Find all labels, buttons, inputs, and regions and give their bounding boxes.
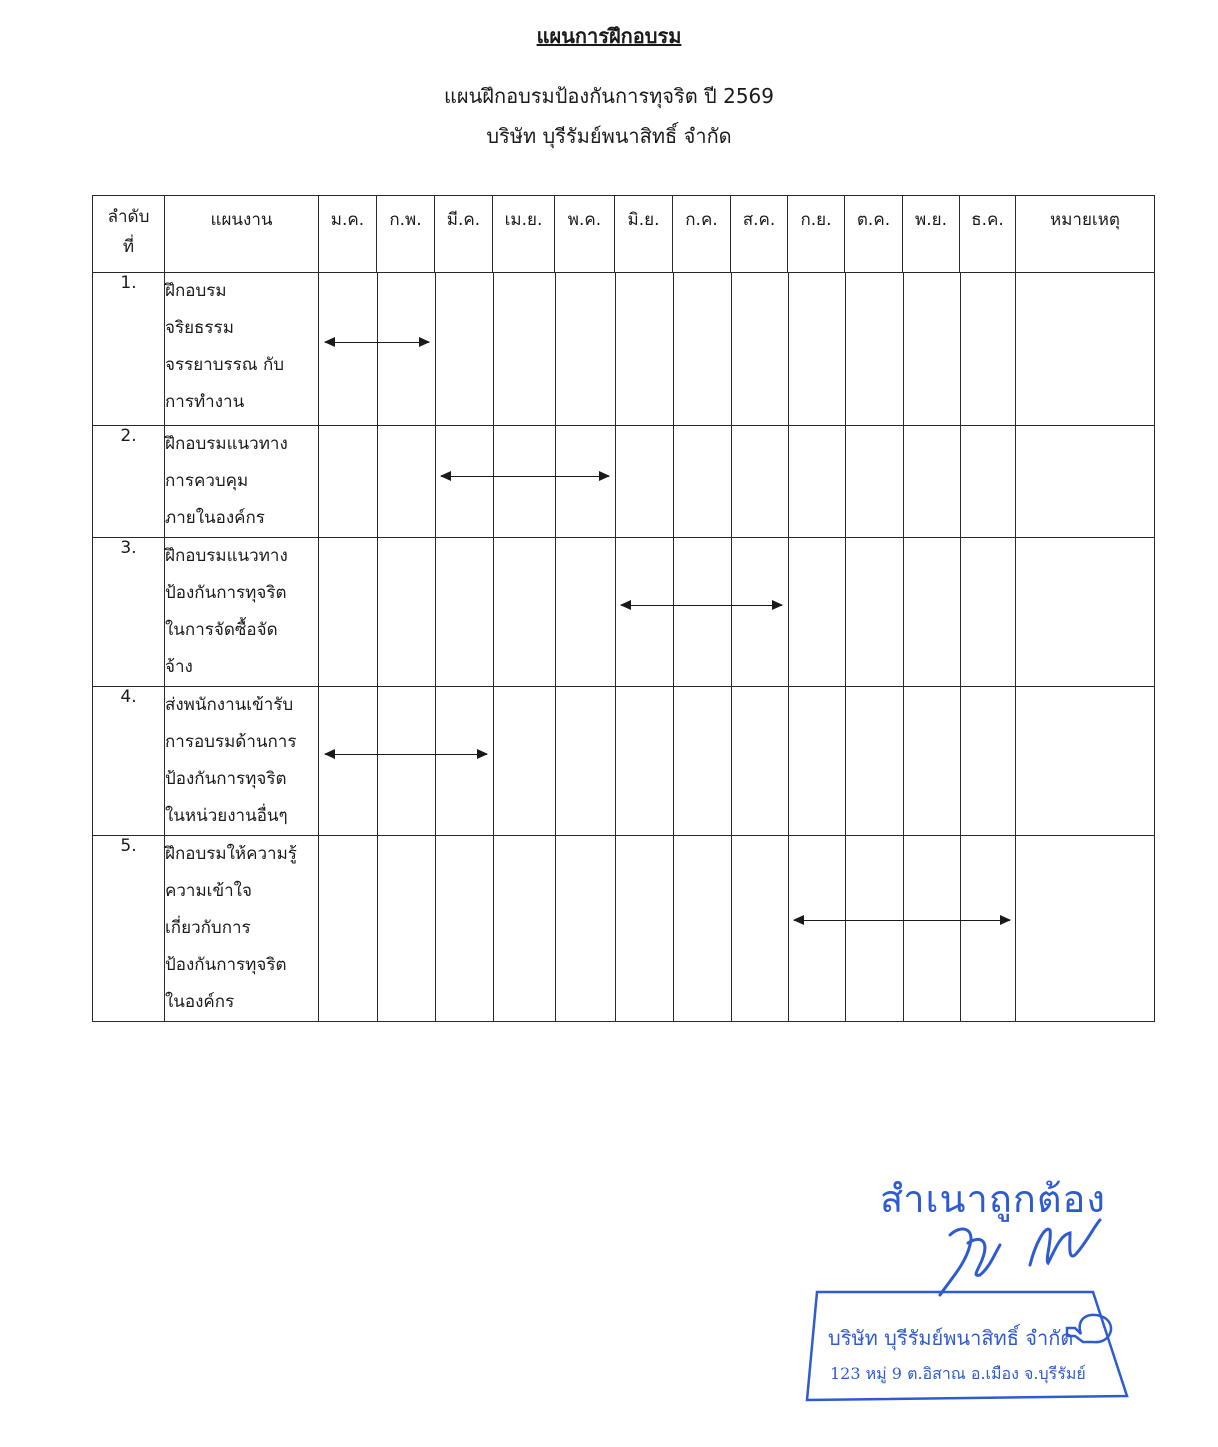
month-gridline <box>788 687 789 835</box>
task-line: เกี่ยวกับการ <box>165 918 251 938</box>
task-line: ฝึกอบรมแนวทาง <box>165 546 288 566</box>
task-line: ฝึกอบรมให้ความรู้ <box>165 844 297 864</box>
row-task <box>165 836 319 1022</box>
month-gridline <box>377 687 378 835</box>
header-month: พ.ค. <box>555 196 615 273</box>
header-month: มิ.ย. <box>615 196 673 273</box>
month-gridline <box>673 836 674 1021</box>
month-gridline <box>673 538 674 686</box>
month-gridline <box>731 687 732 835</box>
table-row <box>93 273 1155 426</box>
row-remark <box>1016 836 1155 1022</box>
table-row <box>93 836 1155 1022</box>
month-gridline <box>435 273 436 425</box>
task-line: จรรยาบรรณ กับ <box>165 355 285 375</box>
task-line: จริยธรรม <box>165 318 234 338</box>
row-number: 3. <box>93 538 165 687</box>
schedule-arrow <box>325 754 487 755</box>
document-heading: แผนการฝึกอบรม <box>536 24 682 48</box>
header-month: ส.ค. <box>731 196 788 273</box>
task-line: ส่งพนักงานเข้ารับ <box>165 695 294 715</box>
row-remark <box>1016 538 1155 687</box>
task-line: ป้องกันการทุจริต <box>165 769 287 789</box>
row-timeline <box>319 836 1016 1022</box>
month-gridline <box>673 426 674 537</box>
header-month: เม.ย. <box>493 196 555 273</box>
month-gridline <box>435 426 436 537</box>
month-gridline <box>377 538 378 686</box>
row-timeline <box>319 687 1016 836</box>
month-gridline <box>960 426 961 537</box>
month-gridline <box>903 836 904 1021</box>
month-gridline <box>615 687 616 835</box>
month-gridline <box>555 687 556 835</box>
month-gridline <box>903 426 904 537</box>
month-gridline <box>615 273 616 425</box>
task-line: ฝึกอบรมแนวทาง <box>165 434 288 454</box>
month-gridline <box>903 538 904 686</box>
row-number: 2. <box>93 426 165 538</box>
training-plan-table <box>92 195 1155 1022</box>
header-order-number <box>93 196 165 273</box>
month-gridline <box>377 426 378 537</box>
task-line: การควบคุม <box>165 471 249 491</box>
row-task <box>165 538 319 687</box>
certified-copy-stamp: สำเนาถูกต้อง <box>880 1177 1106 1221</box>
task-line: ป้องกันการทุจริต <box>165 955 287 975</box>
month-gridline <box>731 426 732 537</box>
month-gridline <box>845 538 846 686</box>
task-line: ภายในองค์กร <box>165 508 265 528</box>
task-line: ในหน่วยงานอื่นๆ <box>165 806 288 826</box>
task-line: ความเข้าใจ <box>165 881 252 901</box>
schedule-arrow <box>621 605 782 606</box>
month-gridline <box>493 538 494 686</box>
month-gridline <box>435 538 436 686</box>
task-line: การทำงาน <box>165 392 245 412</box>
row-remark <box>1016 687 1155 836</box>
task-line: ฝึกอบรม <box>165 281 227 301</box>
month-gridline <box>845 273 846 425</box>
month-gridline <box>731 538 732 686</box>
header-order-number-line2: ที่ <box>122 237 135 257</box>
month-gridline <box>673 273 674 425</box>
header-month: ต.ค. <box>845 196 903 273</box>
month-gridline <box>615 426 616 537</box>
row-timeline <box>319 273 1016 426</box>
month-gridline <box>435 836 436 1021</box>
row-timeline <box>319 538 1016 687</box>
month-gridline <box>960 687 961 835</box>
month-gridline <box>555 426 556 537</box>
task-line: ในองค์กร <box>165 992 235 1012</box>
month-gridline <box>788 538 789 686</box>
stamp-company-name: บริษัท บุรีรัมย์พนาสิทธิ์ จำกัด <box>828 1326 1074 1350</box>
month-gridline <box>555 273 556 425</box>
table-row <box>93 426 1155 538</box>
month-gridline <box>615 538 616 686</box>
table-row <box>93 538 1155 687</box>
month-gridline <box>555 538 556 686</box>
month-gridline <box>493 836 494 1021</box>
month-gridline <box>960 836 961 1021</box>
month-gridline <box>731 273 732 425</box>
month-gridline <box>377 273 378 425</box>
header-remark: หมายเหตุ <box>1016 196 1155 273</box>
row-remark <box>1016 273 1155 426</box>
header-month: ธ.ค. <box>960 196 1016 273</box>
schedule-arrow <box>441 476 609 477</box>
row-task <box>165 426 319 538</box>
row-number: 4. <box>93 687 165 836</box>
month-gridline <box>788 273 789 425</box>
month-gridline <box>731 836 732 1021</box>
document-subtitle-plan: แผนฝึกอบรมป้องกันการทุจริต ปี 2569 <box>443 84 775 108</box>
stamp-company-address: 123 หมู่ 9 ต.อิสาณ อ.เมือง จ.บุรีรัมย์ <box>830 1364 1086 1383</box>
month-gridline <box>845 426 846 537</box>
schedule-arrow <box>794 920 1010 921</box>
header-month: ก.ค. <box>673 196 731 273</box>
task-line: การอบรมด้านการ <box>165 732 297 752</box>
header-order-number-line1: ลำดับ <box>107 207 150 227</box>
month-gridline <box>960 273 961 425</box>
month-gridline <box>493 687 494 835</box>
header-month: มี.ค. <box>435 196 493 273</box>
schedule-arrow <box>325 342 429 343</box>
month-gridline <box>493 273 494 425</box>
month-gridline <box>788 426 789 537</box>
task-line: ในการจัดซื้อจัด <box>165 620 278 640</box>
task-line: ป้องกันการทุจริต <box>165 583 287 603</box>
month-gridline <box>615 836 616 1021</box>
month-gridline <box>845 687 846 835</box>
header-month: ก.พ. <box>377 196 435 273</box>
row-remark <box>1016 426 1155 538</box>
header-task: แผนงาน <box>165 196 319 273</box>
month-gridline <box>673 687 674 835</box>
row-number: 5. <box>93 836 165 1022</box>
table-header-row <box>93 196 1155 273</box>
month-gridline <box>377 836 378 1021</box>
month-gridline <box>493 426 494 537</box>
task-line: จ้าง <box>165 657 193 677</box>
month-gridline <box>845 836 846 1021</box>
month-gridline <box>903 273 904 425</box>
row-task <box>165 687 319 836</box>
month-gridline <box>960 538 961 686</box>
row-number: 1. <box>93 273 165 426</box>
month-gridline <box>555 836 556 1021</box>
header-month: ก.ย. <box>788 196 845 273</box>
month-gridline <box>788 836 789 1021</box>
month-gridline <box>435 687 436 835</box>
header-month: พ.ย. <box>903 196 960 273</box>
header-month: ม.ค. <box>319 196 377 273</box>
row-timeline <box>319 426 1016 538</box>
row-task <box>165 273 319 426</box>
month-gridline <box>903 687 904 835</box>
signature-scribble <box>920 1205 1120 1300</box>
table-row <box>93 687 1155 836</box>
document-subtitle-company: บริษัท บุรีรัมย์พนาสิทธิ์ จำกัด <box>486 124 732 148</box>
